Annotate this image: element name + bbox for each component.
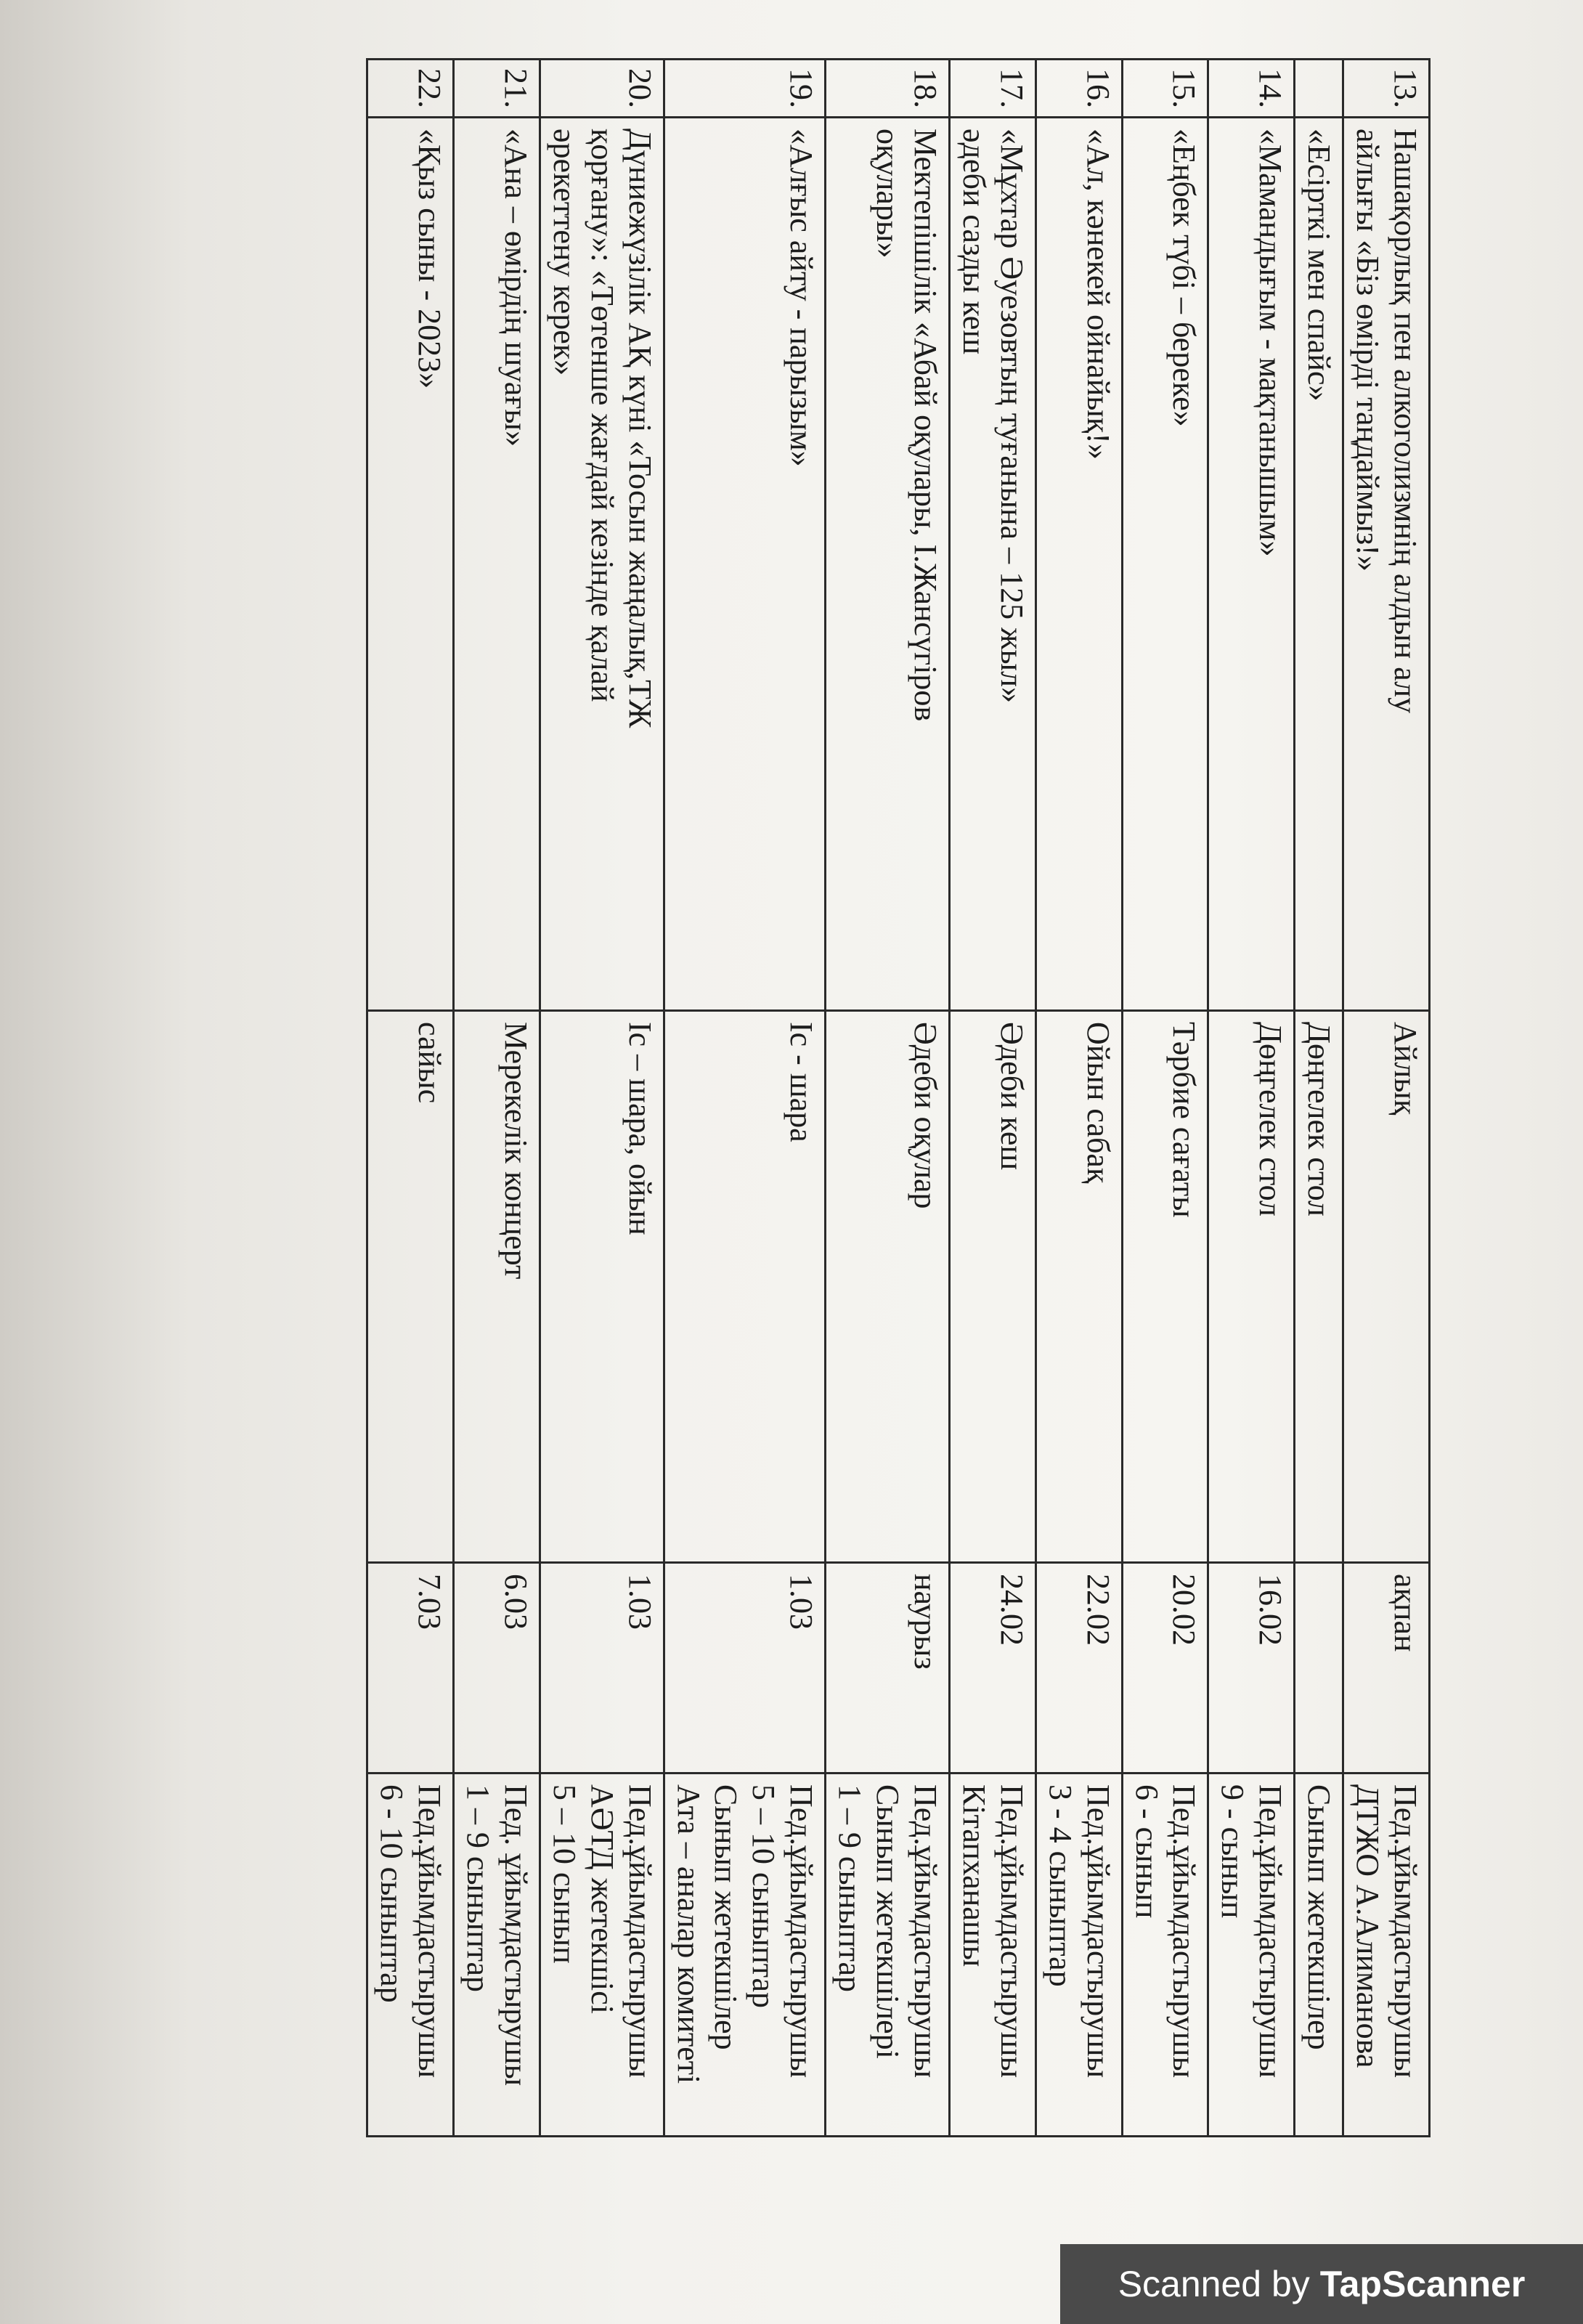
- date-cell: [826, 1563, 950, 1774]
- responsible-cell: [826, 1774, 950, 2137]
- date-line: 24.02: [993, 1574, 1030, 1646]
- form-line: Дөңгелек стол: [1253, 1022, 1289, 1216]
- responsible-line: 5 – 10 сынып: [546, 1784, 582, 1964]
- responsible-line: Пед.ұйымдастырушы: [908, 1784, 944, 2079]
- responsible-line: 6 - сынып: [1128, 1784, 1165, 1919]
- table-row: [950, 60, 1036, 2137]
- events-table-body: [367, 60, 1430, 2137]
- event-line: қорғану»: «Төтенше жағдай кезінде қалай: [584, 129, 620, 702]
- date-cell: [1295, 1563, 1343, 1774]
- date-cell: [1343, 1563, 1430, 1774]
- responsible-line: Пед.ұйымдастырушы: [412, 1784, 448, 2079]
- event-line: Дүниежүзілік АҚ күні «Тосын жаңалық,ТЖ: [622, 129, 658, 728]
- table-row: [367, 60, 454, 2137]
- row-number-cell: 18.: [826, 60, 950, 118]
- row-number-cell: 14.: [1208, 60, 1295, 118]
- form-line: Іс - шара: [784, 1022, 820, 1142]
- date-cell: [367, 1563, 454, 1774]
- row-number-cell: 20.: [540, 60, 664, 118]
- watermark-brand: TapScanner: [1319, 2264, 1526, 2304]
- form-cell: [1035, 1011, 1122, 1563]
- form-line: Іс – шара, ойын: [622, 1022, 658, 1235]
- event-cell: [1208, 118, 1295, 1011]
- responsible-line: 6 - 10 сыныптар: [374, 1784, 410, 2003]
- row-number-cell: 21.: [454, 60, 540, 118]
- form-cell: [1208, 1011, 1295, 1563]
- responsible-line: 3 - 4 сыныптар: [1042, 1784, 1078, 1987]
- form-cell: [826, 1011, 950, 1563]
- responsible-line: Пед.ұйымдастырушы: [1388, 1784, 1423, 2079]
- responsible-cell: [1035, 1774, 1122, 2137]
- responsible-line: Пед.ұйымдастырушы: [784, 1784, 820, 2079]
- responsible-line: Пед.ұйымдастырушы: [1080, 1784, 1116, 2079]
- form-line: Мерекелік концерт: [497, 1022, 534, 1280]
- row-number-cell: 16.: [1035, 60, 1122, 118]
- table-row: [540, 60, 664, 2137]
- row-number-cell: [1295, 60, 1343, 118]
- form-line: Әдеби оқулар: [908, 1022, 944, 1209]
- date-line: наурыз: [908, 1574, 944, 1670]
- responsible-cell: [454, 1774, 540, 2137]
- responsible-line: АӘТД жетекшісі: [584, 1784, 620, 2015]
- responsible-line: Сынып жетекшілер: [708, 1784, 744, 2050]
- event-line: әрекеттену керек»: [546, 129, 582, 376]
- responsible-cell: [664, 1774, 826, 2137]
- form-cell: [1122, 1011, 1208, 1563]
- date-line: 22.02: [1080, 1574, 1116, 1646]
- date-cell: [1122, 1563, 1208, 1774]
- responsible-line: Пед.ұйымдастырушы: [1166, 1784, 1202, 2079]
- responsible-cell: [540, 1774, 664, 2137]
- responsible-line: Ата – аналар комитеті: [670, 1784, 707, 2084]
- responsible-line: Сынып жетекшілер: [1301, 1784, 1338, 2050]
- date-line: 1.03: [784, 1574, 820, 1630]
- event-line: «Еңбек түбі – береке»: [1166, 129, 1202, 427]
- event-line: айлығы «Біз өмірді таңдаймыз!»: [1350, 129, 1386, 572]
- responsible-line: Кітапханашы: [956, 1784, 992, 1967]
- date-cell: [454, 1563, 540, 1774]
- event-line: оқулары»: [870, 129, 906, 259]
- event-cell: [826, 118, 950, 1011]
- row-number-cell: 15.: [1122, 60, 1208, 118]
- event-cell: [664, 118, 826, 1011]
- form-cell: [540, 1011, 664, 1563]
- form-line: сайыс: [412, 1022, 448, 1104]
- form-line: Дөңгелек стол: [1301, 1022, 1338, 1216]
- table-row: [454, 60, 540, 2137]
- date-cell: [664, 1563, 826, 1774]
- event-cell: [367, 118, 454, 1011]
- table-row: [1295, 60, 1343, 2137]
- form-cell: [1343, 1011, 1430, 1563]
- date-line: 20.02: [1166, 1574, 1202, 1646]
- row-number-cell: 17.: [950, 60, 1036, 118]
- event-cell: [1295, 118, 1343, 1011]
- date-cell: [1035, 1563, 1122, 1774]
- row-number-cell: 13.: [1343, 60, 1430, 118]
- responsible-cell: [1343, 1774, 1430, 2137]
- form-cell: [664, 1011, 826, 1563]
- form-cell: [367, 1011, 454, 1563]
- responsible-line: Пед.ұйымдастырушы: [1253, 1784, 1289, 2079]
- responsible-line: 1 – 9 сыныптар: [460, 1784, 497, 1993]
- row-number-cell: 22.: [367, 60, 454, 118]
- event-line: «Қыз сыны - 2023»: [412, 129, 448, 389]
- form-line: Әдеби кеш: [993, 1022, 1030, 1171]
- event-line: Мектепішілік «Абай оқулары, І.Жансүгіров: [908, 129, 944, 722]
- responsible-line: 1 – 9 сыныптар: [832, 1784, 868, 1993]
- event-line: «Есірткі мен спайс»: [1301, 129, 1338, 402]
- table-row: [1343, 60, 1430, 2137]
- row-number-cell: 19.: [664, 60, 826, 118]
- form-cell: [1295, 1011, 1343, 1563]
- responsible-line: Сынып жетекшілері: [870, 1784, 906, 2059]
- responsible-cell: [367, 1774, 454, 2137]
- responsible-line: 9 - сынып: [1215, 1784, 1251, 1919]
- responsible-line: Пед. ұйымдастырушы: [497, 1784, 534, 2087]
- date-line: 6.03: [497, 1574, 534, 1630]
- responsible-line: Пед.ұйымдастырушы: [622, 1784, 658, 2079]
- event-line: «Мамандығым - мақтанышым»: [1253, 129, 1289, 557]
- event-cell: [1122, 118, 1208, 1011]
- date-line: 7.03: [412, 1574, 448, 1630]
- responsible-cell: [1295, 1774, 1343, 2137]
- date-cell: [950, 1563, 1036, 1774]
- form-line: Айлық: [1388, 1022, 1423, 1116]
- date-cell: [1208, 1563, 1295, 1774]
- event-cell: [454, 118, 540, 1011]
- date-cell: [540, 1563, 664, 1774]
- table-row: [664, 60, 826, 2137]
- event-cell: [540, 118, 664, 1011]
- event-line: «Ал, кәнекей ойнайық!»: [1080, 129, 1116, 460]
- responsible-cell: [950, 1774, 1036, 2137]
- date-line: 16.02: [1253, 1574, 1289, 1646]
- events-table: [366, 58, 1431, 2137]
- responsible-cell: [1122, 1774, 1208, 2137]
- responsible-line: ДТЖО А.Алиманова: [1350, 1784, 1386, 2068]
- table-row: [1122, 60, 1208, 2137]
- responsible-cell: [1208, 1774, 1295, 2137]
- event-line: «Алғыс айту - парызым»: [784, 129, 820, 467]
- date-line: 1.03: [622, 1574, 658, 1630]
- event-line: Нашақорлық пен алкоголизмнің алдын алу: [1388, 129, 1423, 714]
- scanner-watermark: [1060, 2244, 1583, 2324]
- form-line: Тәрбие сағаты: [1166, 1022, 1202, 1218]
- event-cell: [1343, 118, 1430, 1011]
- table-row: [1035, 60, 1122, 2137]
- event-cell: [950, 118, 1036, 1011]
- event-line: әдеби сазды кеш: [956, 129, 992, 355]
- responsible-line: Пед.ұйымдастырушы: [993, 1784, 1030, 2079]
- event-cell: [1035, 118, 1122, 1011]
- form-line: Ойын сабақ: [1080, 1022, 1116, 1184]
- event-line: «Ана – өмірдің шуағы»: [497, 129, 534, 447]
- responsible-line: 5 – 10 сыныптар: [746, 1784, 782, 2009]
- table-row: [826, 60, 950, 2137]
- form-cell: [950, 1011, 1036, 1563]
- event-line: «Мұхтар Әуезовтың туғанына – 125 жыл»: [993, 129, 1030, 704]
- form-cell: [454, 1011, 540, 1563]
- watermark-text: Scanned by: [1118, 2264, 1310, 2304]
- date-line: ақпан: [1388, 1574, 1423, 1652]
- table-row: [1208, 60, 1295, 2137]
